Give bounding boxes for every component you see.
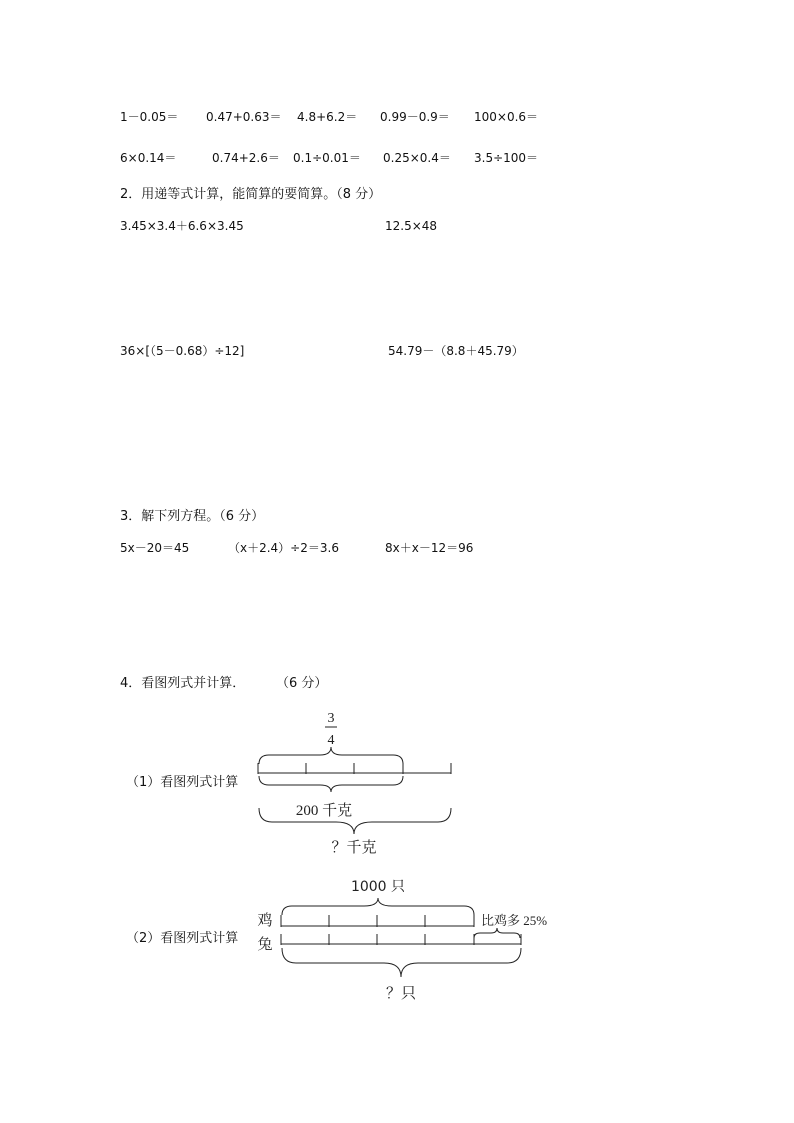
fraction-denominator: 4 [327,733,335,748]
section-3-heading: 3．解下列方程。（6 分） [120,509,265,524]
equation: （x＋2.4）÷2＝3.6 [228,541,339,555]
chicken-brace [282,898,474,915]
unknown-total-label: ？只 [385,984,417,1002]
total-brace [282,948,521,977]
calc-problem: 12.5×48 [385,219,438,233]
oral-calc-item: 4.8+6.2＝ [297,110,358,124]
equation: 8x＋x－12＝96 [385,541,474,555]
calc-problem: 36×[（5－0.68）÷12] [120,344,245,358]
extra-percent-note: 比鸡多 25% [481,913,548,928]
q1-label: （1）看图列式计算 [126,775,239,790]
calc-problem: 3.45×3.4＋6.6×3.45 [120,219,244,233]
chicken-label: 鸡 [257,911,273,929]
calc-problem: 54.79－（8.8＋45.79） [388,344,524,358]
oral-calc-item: 100×0.6＝ [474,110,539,124]
oral-calc-item: 0.47+0.63＝ [206,110,282,124]
section-2-heading: 2．用递等式计算，能简算的要简算。（8 分） [120,187,382,202]
known-amount-label: 200 千克 [295,803,353,819]
q1-diagram [258,711,451,856]
oral-calc-item: 6×0.14＝ [120,151,177,165]
equation: 5x－20＝45 [120,541,190,555]
section-4-points: （6 分） [276,676,328,691]
chicken-total-label: 1000 只 [350,879,406,895]
oral-calc-item: 0.1÷0.01＝ [293,151,361,165]
fraction-numerator: 3 [327,711,335,726]
total-brace [259,808,451,834]
known-brace [259,776,403,792]
extra-brace [474,928,520,938]
oral-calc-item: 1－0.05＝ [120,110,179,124]
oral-calc-item: 3.5÷100＝ [474,151,539,165]
fraction-brace [259,747,403,764]
oral-calc-item: 0.25×0.4＝ [383,151,451,165]
unknown-total-label: ？千克 [331,838,377,856]
section-4-heading: 4．看图列式并计算． [120,676,246,691]
q2-diagram [257,879,547,1002]
oral-calc-item: 0.99－0.9＝ [380,110,450,124]
oral-calc-item: 0.74+2.6＝ [212,151,280,165]
rabbit-label: 兔 [257,935,273,953]
q2-label: （2）看图列式计算 [126,931,239,946]
